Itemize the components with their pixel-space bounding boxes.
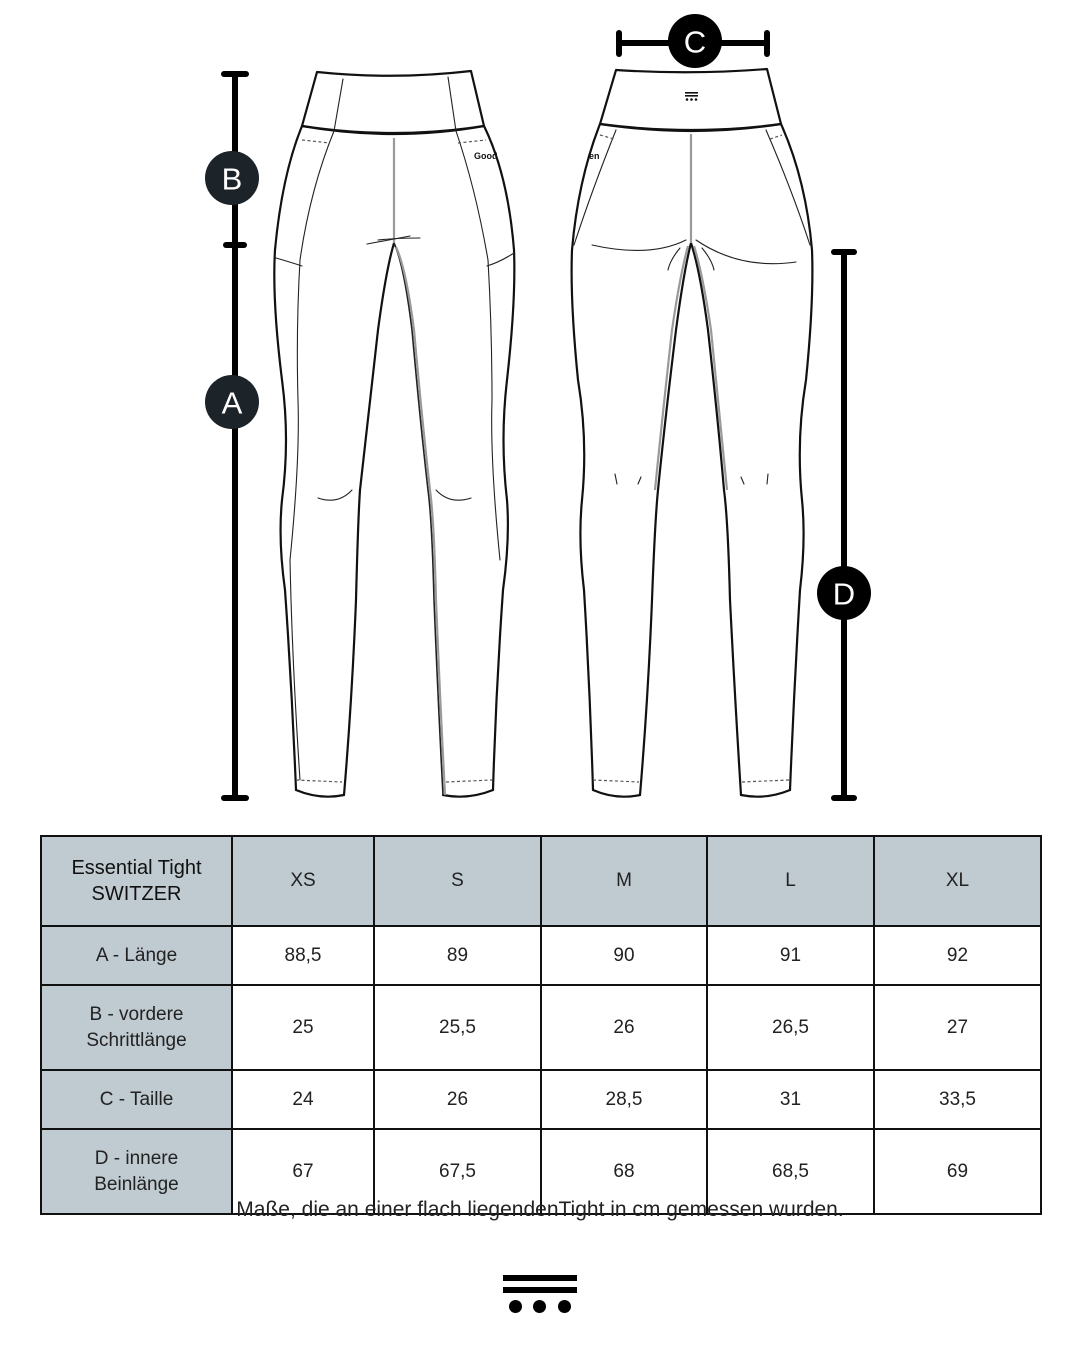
marker-a: [205, 375, 259, 429]
size-chart-table: [40, 835, 1042, 1215]
table-cell: 27: [874, 985, 1041, 1070]
table-cell: 69: [874, 1129, 1041, 1214]
front-view: [274, 71, 514, 797]
table-cell: 26: [374, 1070, 541, 1129]
logo-bar: [503, 1287, 577, 1293]
svg-text:A: A: [221, 385, 243, 421]
row-label-c: C - Taille: [41, 1070, 232, 1129]
table-cell: 89: [374, 926, 541, 985]
size-header-l: L: [707, 836, 874, 926]
table-cell: 90: [541, 926, 707, 985]
table-cell: 67: [232, 1129, 374, 1214]
marker-c: [668, 14, 722, 68]
row-label-b: B - vordere Schrittlänge: [41, 985, 232, 1070]
table-cell: 67,5: [374, 1129, 541, 1214]
measurement-footnote: Maße, die an einer flach liegendenTight in cm gemessen wurden.: [236, 1198, 844, 1221]
logo-dot: [509, 1300, 522, 1313]
back-view: [572, 69, 813, 797]
product-name-cell: [41, 836, 232, 926]
product-model: SWITZER: [91, 883, 182, 905]
table-cell: 31: [707, 1070, 874, 1129]
row-label-a: A - Länge: [41, 926, 232, 985]
product-name: Essential Tight: [71, 857, 202, 879]
table-cell: 25,5: [374, 985, 541, 1070]
table-cell: 33,5: [874, 1070, 1041, 1129]
table-cell: 26: [541, 985, 707, 1070]
logo-dot: [533, 1300, 546, 1313]
size-header-xl: XL: [874, 836, 1041, 926]
table-cell: 25: [232, 985, 374, 1070]
table-row: [41, 926, 1041, 985]
table-cell: 26,5: [707, 985, 874, 1070]
svg-text:D: D: [832, 576, 856, 612]
marker-b: [205, 151, 259, 205]
front-brand-text: Good: [474, 151, 498, 161]
logo-dot: [558, 1300, 571, 1313]
svg-text:B: B: [221, 161, 243, 197]
size-header-s: S: [374, 836, 541, 926]
svg-text:C: C: [683, 24, 707, 60]
table-cell: 68: [541, 1129, 707, 1214]
table-cell: 24: [232, 1070, 374, 1129]
measure-line-d: [834, 252, 854, 798]
table-row: [41, 1070, 1041, 1129]
table-cell: 91: [707, 926, 874, 985]
size-header-m: M: [541, 836, 707, 926]
table-cell: 68,5: [707, 1129, 874, 1214]
table-header-row: [41, 836, 1041, 926]
back-brand-text: en: [589, 151, 600, 161]
table-cell: 88,5: [232, 926, 374, 985]
brand-logo-icon: [503, 1272, 577, 1318]
table-cell: 28,5: [541, 1070, 707, 1129]
table-cell: 92: [874, 926, 1041, 985]
marker-d: [817, 566, 871, 620]
size-header-xs: XS: [232, 836, 374, 926]
table-row: [41, 985, 1041, 1070]
row-label-d: D - innere Beinlänge: [41, 1129, 232, 1214]
logo-bar: [503, 1275, 577, 1281]
